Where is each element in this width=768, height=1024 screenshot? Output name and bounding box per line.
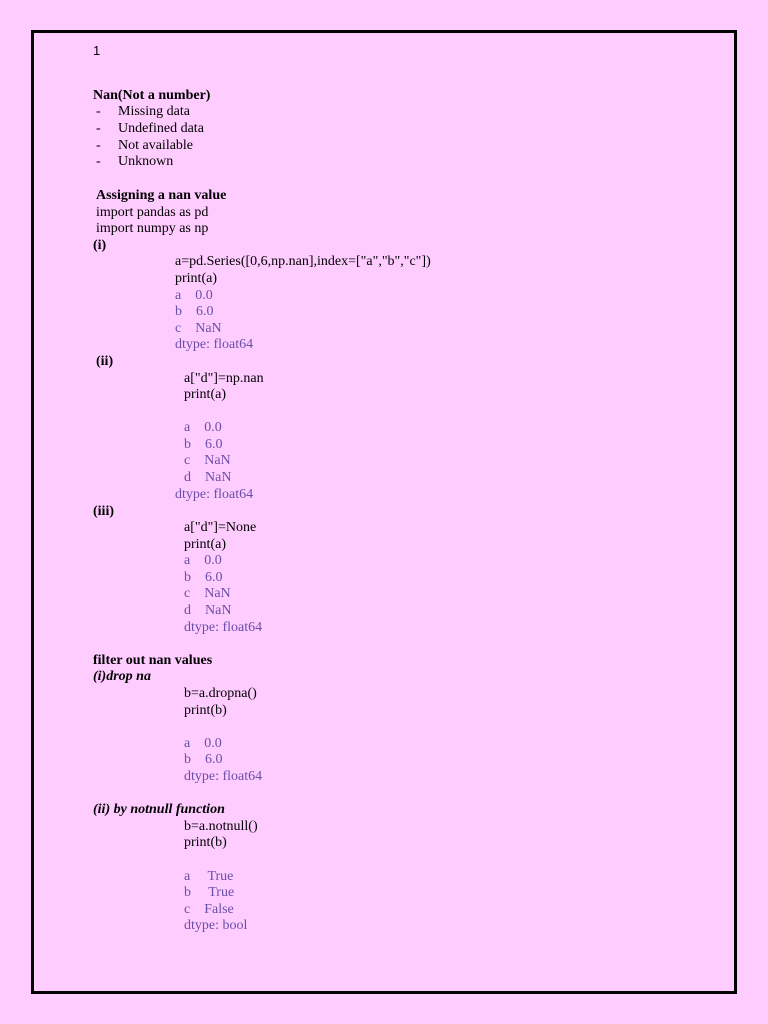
code-line: print(b) [184,703,227,718]
bullet-dash: - [96,121,101,136]
code-line: a["d"]=None [184,520,257,535]
output-line: a 0.0 [184,553,222,568]
part-iii-label: (iii) [93,504,114,519]
code-line: print(a) [184,537,226,552]
bullet-dash: - [96,138,101,153]
bullet-dash: - [96,104,101,119]
bullet-item: Unknown [118,154,174,169]
dropna-label: (i)drop na [93,669,151,684]
code-line: b=a.notnull() [184,819,258,834]
page-border [31,30,737,994]
output-line: c NaN [184,586,231,601]
code-line: a["d"]=np.nan [184,371,264,386]
code-line: print(b) [184,835,227,850]
import-line: import pandas as pd [96,205,209,220]
output-line: dtype: float64 [175,337,254,352]
output-line: b 6.0 [184,752,223,767]
page-number: 1 [93,43,101,58]
output-line: dtype: bool [184,918,248,933]
code-line: a=pd.Series([0,6,np.nan],index=["a","b","c"]) [175,254,431,269]
code-line: print(a) [184,387,226,402]
code-line: print(a) [175,271,217,286]
output-line: dtype: float64 [184,620,263,635]
bullet-item: Not available [118,138,194,153]
output-line: b 6.0 [184,570,223,585]
bullet-item: Undefined data [118,121,204,136]
filter-heading: filter out nan values [93,653,213,668]
nan-heading: Nan(Not a number) [93,88,211,103]
output-line: a True [184,869,234,884]
output-line: b True [184,885,235,900]
part-i-label: (i) [93,238,107,253]
output-line: c NaN [184,453,231,468]
output-line: dtype: float64 [184,769,263,784]
output-line: dtype: float64 [175,487,254,502]
bullet-dash: - [96,154,101,169]
assign-heading: Assigning a nan value [96,188,227,203]
output-line: c NaN [175,321,222,336]
import-line: import numpy as np [96,221,209,236]
bullet-item: Missing data [118,104,190,119]
output-line: d NaN [184,470,232,485]
output-line: b 6.0 [175,304,214,319]
code-line: b=a.dropna() [184,686,257,701]
output-line: a 0.0 [184,736,222,751]
output-line: d NaN [184,603,232,618]
output-line: a 0.0 [175,288,213,303]
notnull-label: (ii) by notnull function [93,802,225,817]
output-line: a 0.0 [184,420,222,435]
part-ii-label: (ii) [96,354,114,369]
output-line: c False [184,902,234,917]
output-line: b 6.0 [184,437,223,452]
